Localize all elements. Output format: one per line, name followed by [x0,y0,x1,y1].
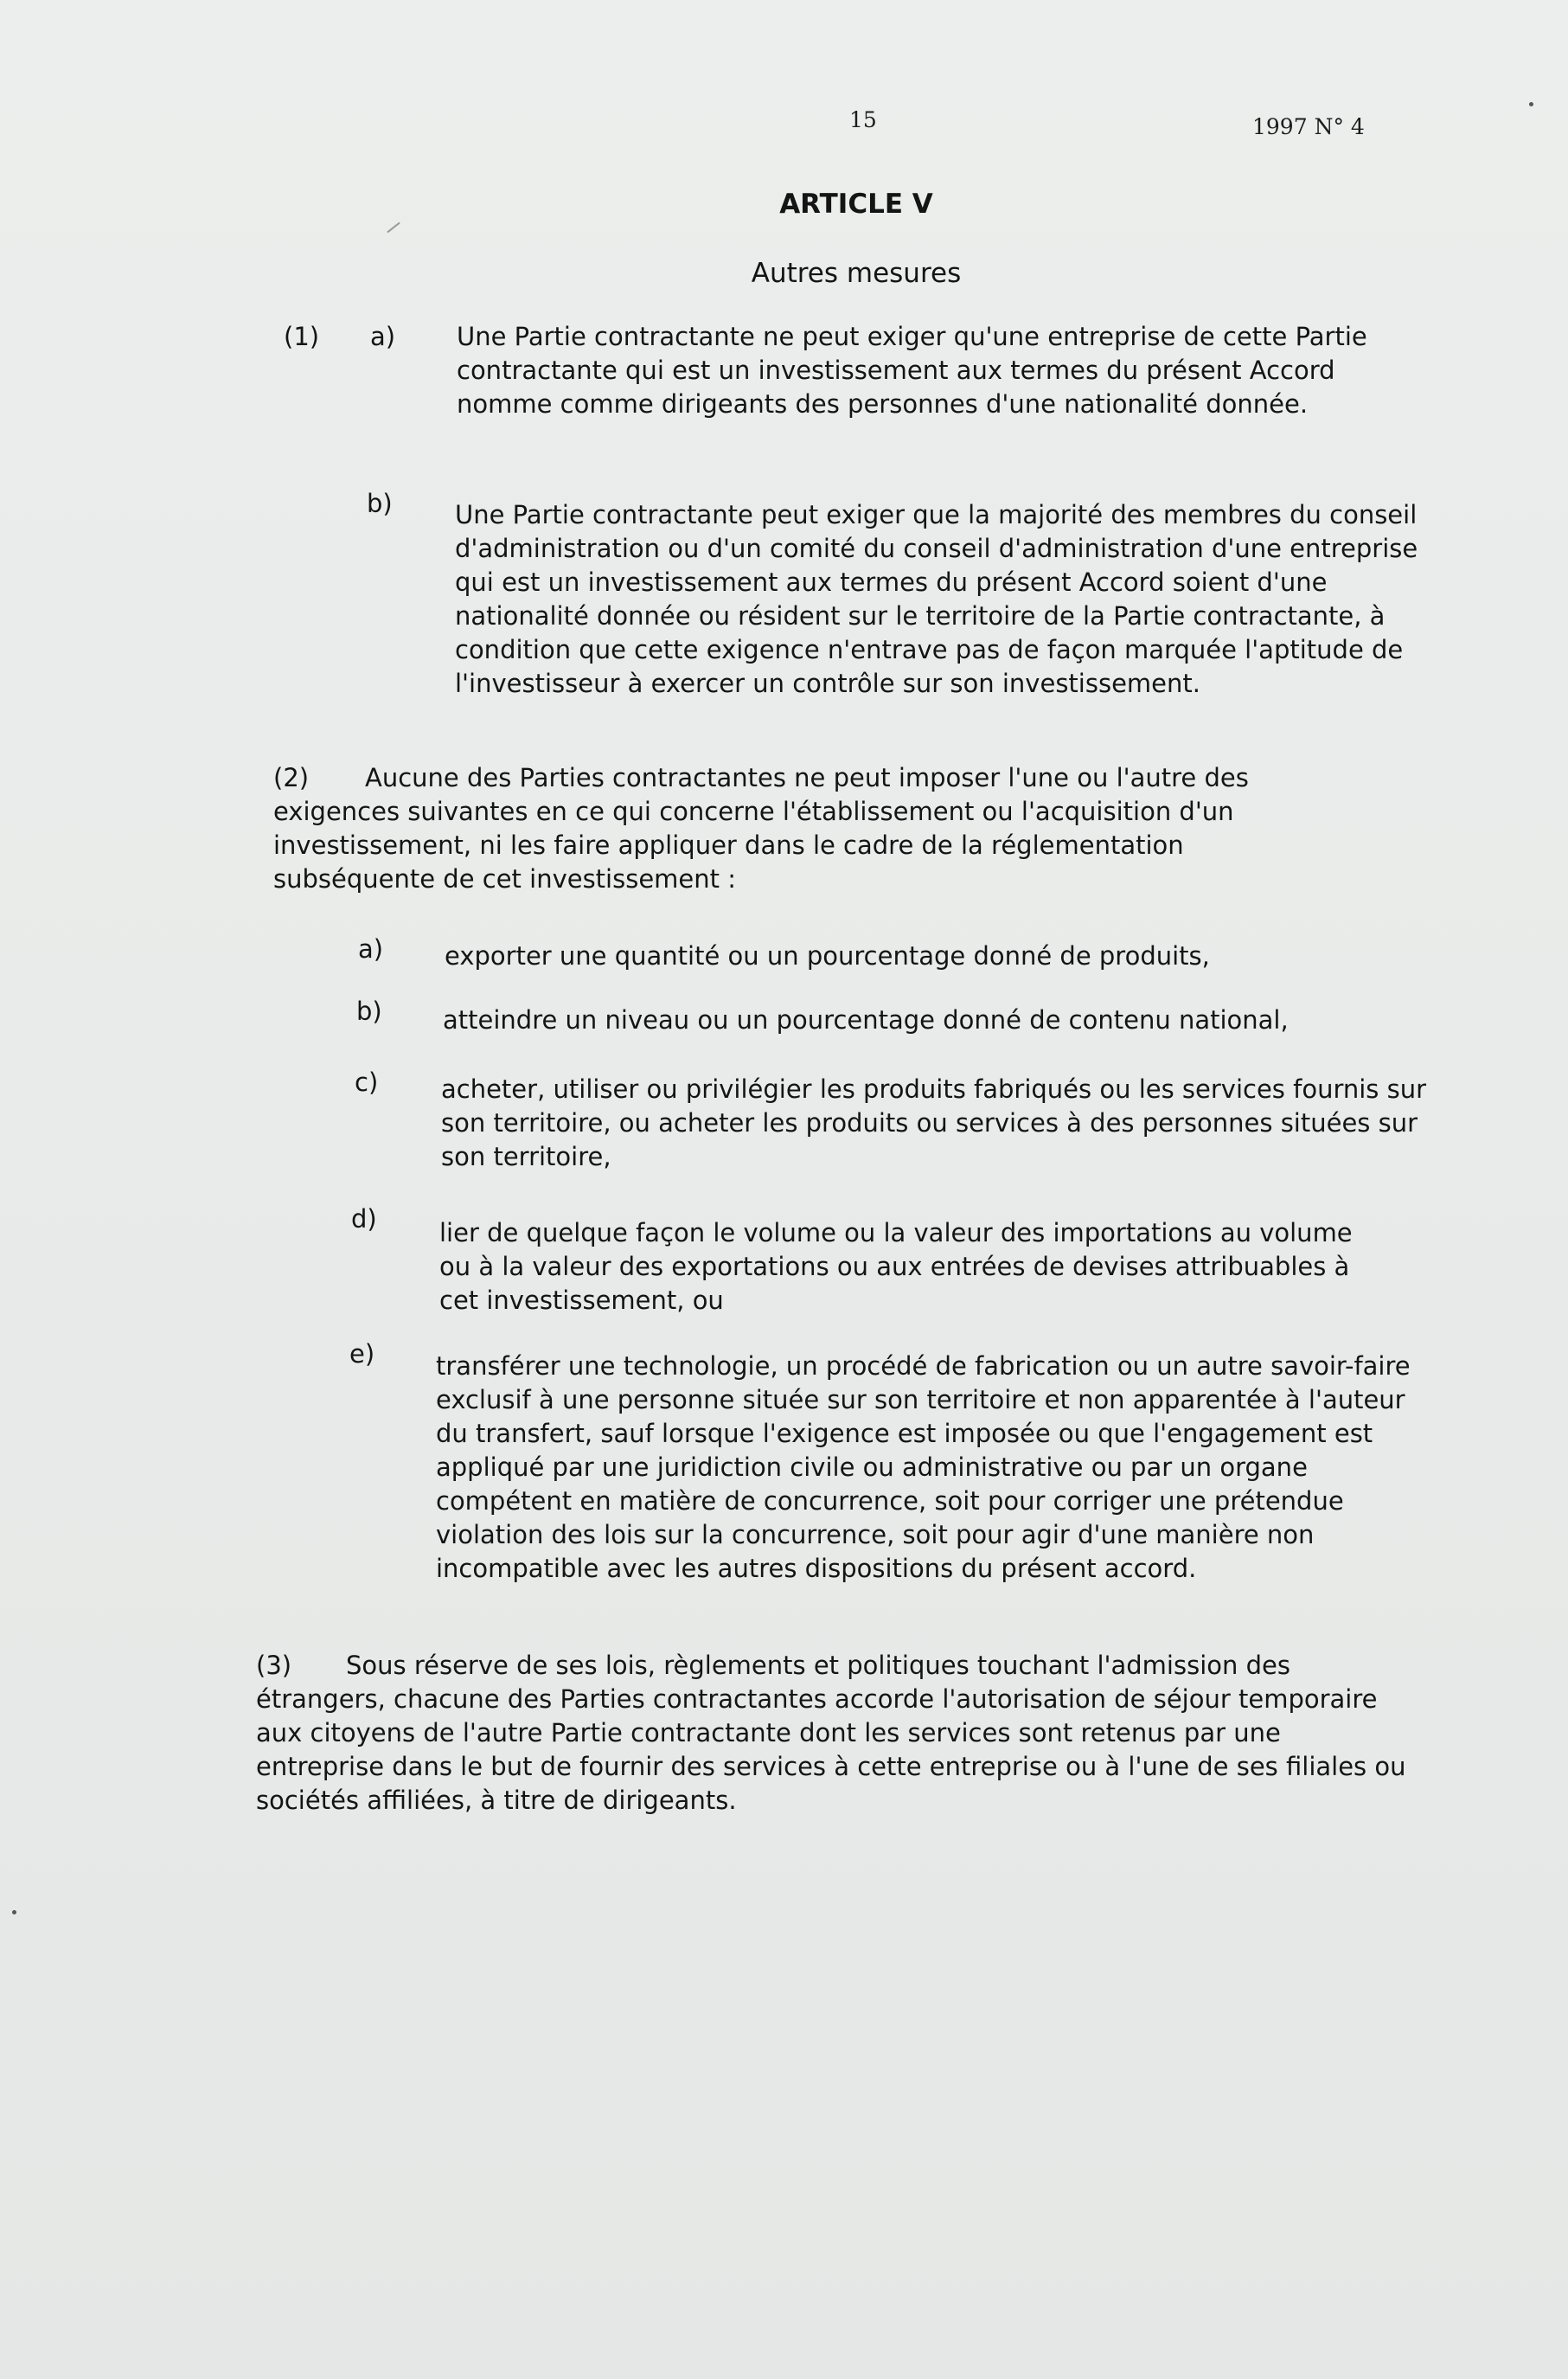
paragraph-2c-text: acheter, utiliser ou privilégier les produits fabriqués ou les services fournis sur son territoire, ou acheter les produits ou services à des personnes situées sur son territoire, [441,1074,1427,1171]
paragraph-1b-label: b) [367,489,393,518]
paragraph-2e-label: e) [349,1339,375,1369]
paragraph-1a-text: Une Partie contractante ne peut exiger qu'une entreprise de cette Partie contractante qui est un investissement aux termes du présent Accord nomme comme dirigeants des personnes d'une nationalité donnée. [457,322,1367,419]
paragraph-2c-label: c) [355,1068,379,1097]
scan-speck [12,1910,16,1914]
paragraph-2d-label: d) [351,1204,377,1234]
paragraph-2d-text: lier de quelque façon le volume ou la valeur des importations au volume ou à la valeur des exportations ou aux entrées de devises attribuables à cet investissement, ou [439,1218,1353,1315]
paragraph-2e-text: transférer une technologie, un procédé de fabrication ou un autre savoir-faire exclusif à une personne située sur son territoire et non apparentée à l'auteur du transfert, sauf lorsque l'exigence est imposée ou que l'engagement est appliqué par une juridiction civile ou administrative ou par un organe compétent en matière de concurrence, soit pour corriger une prétendue violation des lois sur la concurrence, soit pour agir d'une manière non incompatible avec les autres dispositions du présent accord. [436,1351,1411,1583]
scan-speck [1529,102,1533,106]
document-reference: 1997 N° 4 [1252,114,1365,139]
paragraph-1a-label: a) [370,322,396,351]
paragraph-3-text: Sous réserve de ses lois, règlements et politiques touchant l'admission des étrangers, chacune des Parties contractantes accorde l'autorisation de séjour temporaire aux citoyens de l'autre Partie contractante dont les services sont retenus par une entreprise dans le but de fournir des services à cette entreprise ou à l'une de ses filiales ou sociétés affiliées, à titre de dirigeants. [256,1651,1406,1815]
article-subtitle: Autres mesures [751,258,962,289]
paragraph-2a-label: a) [358,934,384,964]
paragraph-2b-text: atteindre un niveau ou un pourcentage donné de contenu national, [443,1005,1289,1035]
paragraph-2a-text: exporter une quantité ou un pourcentage donné de produits, [445,941,1210,971]
paragraph-1b-text: Une Partie contractante peut exiger que la majorité des membres du conseil d'administration ou d'un comité du conseil d'administration d'une entreprise qui est un investissement aux termes du présent Accord soient d'une nationalité donnée ou résident sur le territoire de la Partie contractante, à condition que cette exigence n'entrave pas de façon marquée l'aptitude de l'investisseur à exercer un contrôle sur son investissement. [455,500,1418,698]
article-title: ARTICLE V [779,189,933,220]
paragraph-2-text: Aucune des Parties contractantes ne peut imposer l'une ou l'autre des exigences suivantes en ce qui concerne l'établissement ou l'acquisition d'un investissement, ni les faire appliquer dans le cadre de la réglementation subséquente de cet investissement : [273,763,1249,894]
paragraph-2b-label: b) [356,997,382,1026]
page-number: 15 [849,107,877,132]
stray-mark [387,222,400,234]
paragraph-1-number: (1) [284,322,320,351]
paragraph-2-number: (2) [273,763,310,792]
paragraph-3-number: (3) [256,1651,292,1680]
